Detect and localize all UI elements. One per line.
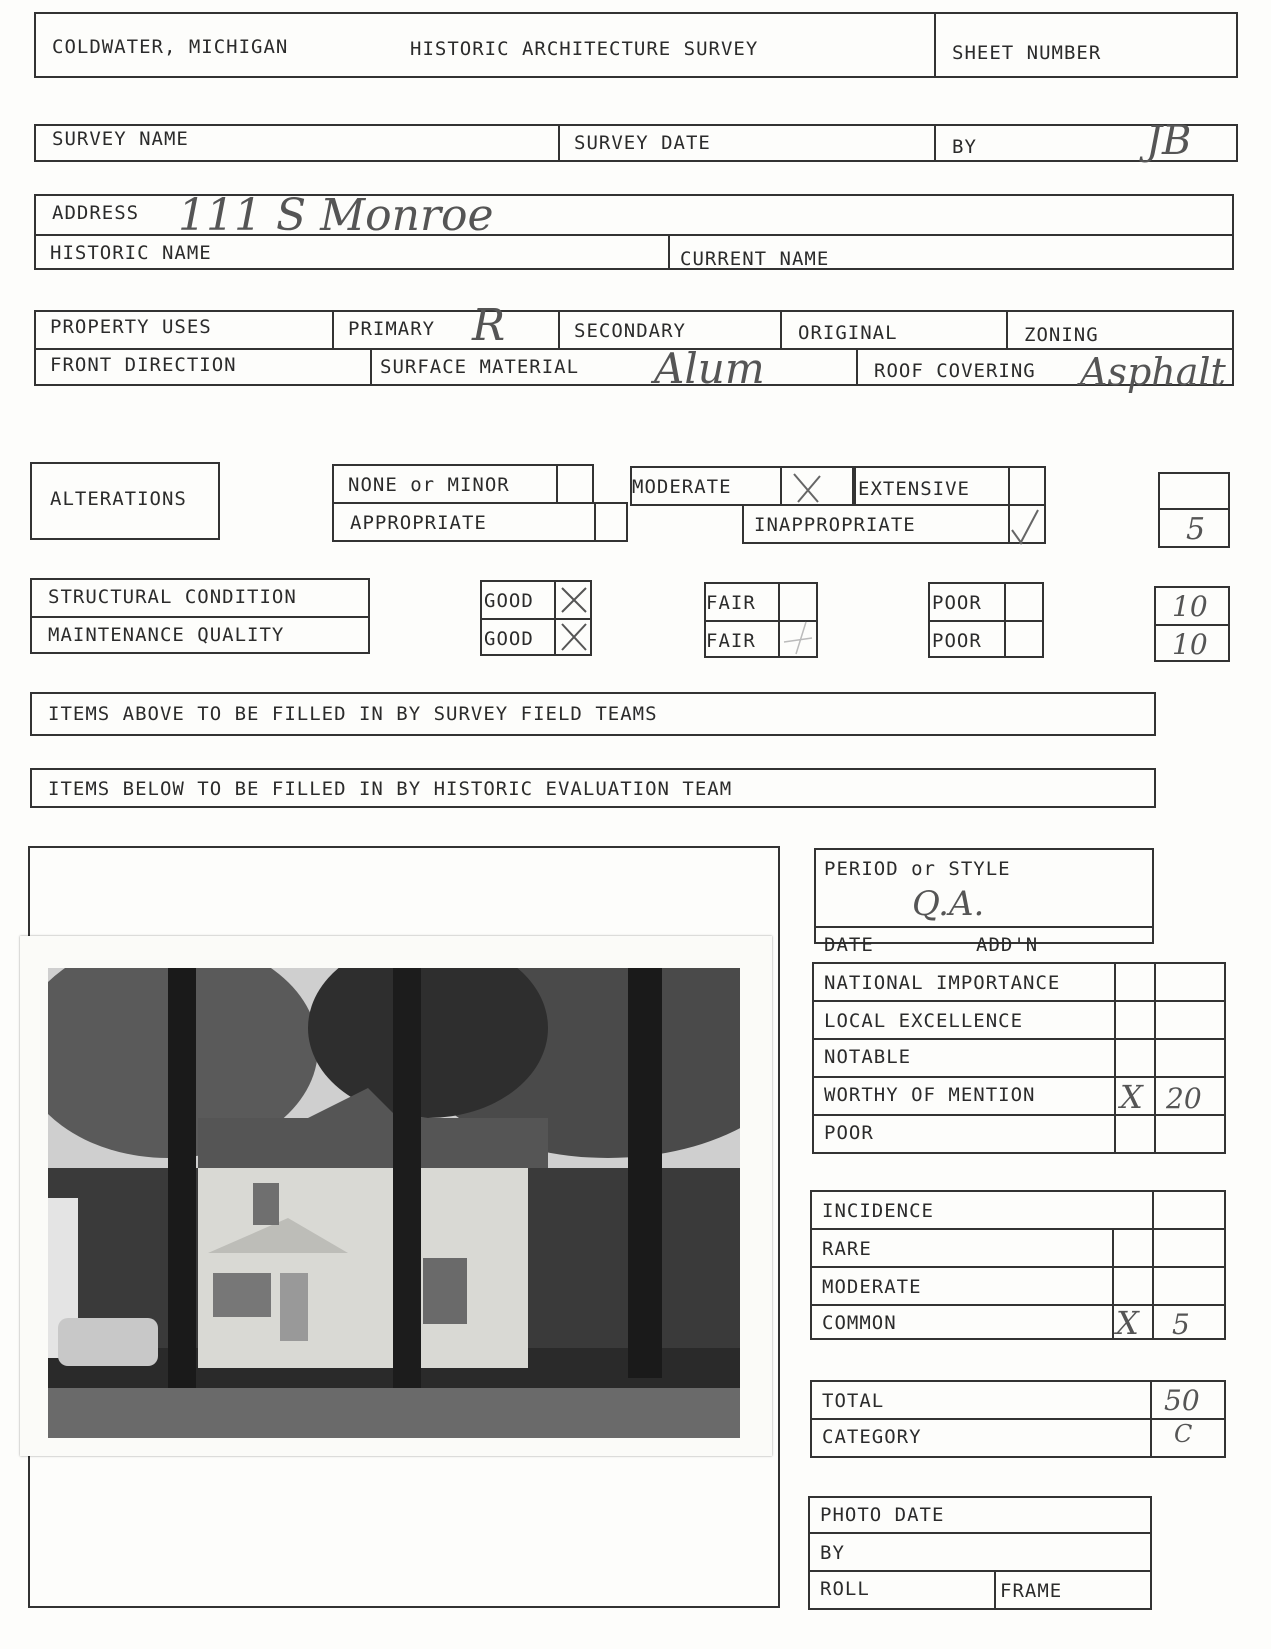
period-style-value: Q.A. (912, 884, 985, 924)
moderate-label: MODERATE (632, 476, 732, 498)
rare-label: RARE (822, 1238, 872, 1260)
property-divider-6 (856, 348, 858, 386)
photo-print (20, 936, 772, 1456)
primary-label: PRIMARY (348, 318, 436, 340)
date-label: DATE (824, 934, 874, 956)
maintenance-fair-faint-mark (780, 616, 816, 656)
extensive-checkcell (1008, 466, 1010, 506)
property-divider-2 (558, 310, 560, 348)
notable-label: NOTABLE (824, 1046, 912, 1068)
totals-divider-h (810, 1418, 1226, 1420)
importance-col-1 (1114, 962, 1116, 1154)
condition-score-divider (1154, 624, 1230, 626)
alterations-score: 5 (1186, 512, 1206, 547)
structural-good-label: GOOD (484, 590, 534, 612)
historic-name-label: HISTORIC NAME (50, 242, 212, 264)
frame-label: FRAME (1000, 1580, 1063, 1602)
incidence-moderate-label: MODERATE (822, 1276, 922, 1298)
maintenance-good-label: GOOD (484, 628, 534, 650)
addn-label: ADD'N (976, 934, 1039, 956)
survey-divider-2 (934, 124, 936, 162)
alterations-label: ALTERATIONS (50, 488, 187, 510)
none-minor-label: NONE or MINOR (348, 474, 510, 496)
local-excellence-label: LOCAL EXCELLENCE (824, 1010, 1024, 1032)
extensive-label: EXTENSIVE (858, 478, 970, 500)
good-divider-v (554, 580, 556, 656)
photo-date-label: PHOTO DATE (820, 1504, 945, 1526)
moderate-checkcell (780, 466, 782, 506)
structural-score: 10 (1172, 590, 1208, 623)
incidence-row-2 (810, 1266, 1226, 1268)
roll-label: ROLL (820, 1578, 870, 1600)
items-below-note: ITEMS BELOW TO BE FILLED IN BY HISTORIC EVALUATION TEAM (48, 778, 733, 800)
common-label: COMMON (822, 1312, 897, 1334)
header-city: COLDWATER, MICHIGAN (52, 36, 289, 58)
zoning-label: ZONING (1024, 324, 1099, 346)
primary-value: R (472, 300, 506, 351)
incidence-row-1 (810, 1228, 1226, 1230)
front-direction-label: FRONT DIRECTION (50, 354, 237, 376)
none-minor-checkcell (556, 464, 558, 504)
survey-by-label: BY (952, 136, 977, 158)
category-value: C (1174, 1420, 1193, 1448)
maintenance-poor-label: POOR (932, 630, 982, 652)
property-divider-3 (780, 310, 782, 348)
roof-covering-value: Asphalt (1080, 350, 1226, 394)
inappropriate-label: INAPPROPRIATE (754, 514, 916, 536)
current-name-label: CURRENT NAME (680, 248, 830, 270)
original-label: ORIGINAL (798, 322, 898, 344)
poor-divider-v (1004, 582, 1006, 658)
worthy-of-mention-mark: X (1120, 1078, 1143, 1116)
photo-info-col (994, 1570, 996, 1610)
importance-row-2 (812, 1038, 1226, 1040)
importance-row-4 (812, 1114, 1226, 1116)
importance-row-1 (812, 1000, 1226, 1002)
surface-material-label: SURFACE MATERIAL (380, 356, 580, 378)
address-value: 111 S Monroe (178, 190, 494, 241)
common-mark: X (1116, 1304, 1139, 1342)
moderate-check-mark (788, 468, 828, 508)
inappropriate-check-mark (1008, 506, 1044, 546)
totals-divider-v (1150, 1380, 1152, 1458)
property-divider-5 (370, 348, 372, 386)
structural-condition-label: STRUCTURAL CONDITION (48, 586, 297, 608)
photo-by-label: BY (820, 1542, 845, 1564)
survey-by-initials: JB (1146, 118, 1192, 164)
items-above-note: ITEMS ABOVE TO BE FILLED IN BY SURVEY FIELD TEAMS (48, 703, 658, 725)
category-label: CATEGORY (822, 1426, 922, 1448)
incidence-col-2 (1152, 1190, 1154, 1340)
survey-name-label: SURVEY NAME (52, 128, 189, 150)
property-divider-h (34, 348, 1234, 350)
secondary-label: SECONDARY (574, 320, 686, 342)
common-score: 5 (1172, 1308, 1190, 1341)
photo-info-row-2 (808, 1570, 1152, 1572)
maintenance-good-check (558, 620, 590, 654)
worthy-of-mention-score: 20 (1166, 1082, 1202, 1115)
period-divider (814, 926, 1154, 928)
maintenance-fair-label: FAIR (706, 630, 756, 652)
survey-divider-1 (558, 124, 560, 162)
appropriate-label: APPROPRIATE (350, 512, 487, 534)
total-label: TOTAL (822, 1390, 885, 1412)
period-style-label: PERIOD or STYLE (824, 858, 1011, 880)
property-uses-label: PROPERTY USES (50, 316, 212, 338)
surface-material-value: Alum (654, 344, 765, 393)
importance-col-2 (1154, 962, 1156, 1154)
importance-row-3 (812, 1076, 1226, 1078)
roof-covering-label: ROOF COVERING (874, 360, 1036, 382)
structural-poor-label: POOR (932, 592, 982, 614)
maintenance-score: 10 (1172, 628, 1208, 661)
national-importance-label: NATIONAL IMPORTANCE (824, 972, 1061, 994)
condition-label-divider (30, 616, 370, 618)
incidence-label: INCIDENCE (822, 1200, 934, 1222)
structural-good-check (558, 584, 590, 616)
survey-date-label: SURVEY DATE (574, 132, 711, 154)
appropriate-checkcell (594, 502, 596, 542)
header-divider (934, 12, 936, 78)
maintenance-quality-label: MAINTENANCE QUALITY (48, 624, 285, 646)
total-value: 50 (1164, 1384, 1200, 1417)
house-photo (48, 968, 740, 1438)
structural-fair-label: FAIR (706, 592, 756, 614)
poor-divider-h (928, 620, 1044, 622)
property-divider-1 (332, 310, 334, 348)
header-title: HISTORIC ARCHITECTURE SURVEY (410, 38, 759, 60)
incidence-col-1 (1112, 1228, 1114, 1340)
sheet-number-label: SHEET NUMBER (952, 42, 1102, 64)
evaluation-poor-label: POOR (824, 1122, 874, 1144)
address-label: ADDRESS (52, 202, 140, 224)
incidence-row-3 (810, 1304, 1226, 1306)
photo-info-row-1 (808, 1532, 1152, 1534)
address-divider-v (668, 234, 670, 270)
worthy-of-mention-label: WORTHY OF MENTION (824, 1084, 1036, 1106)
property-divider-4 (1006, 310, 1008, 348)
alterations-score-divider (1158, 508, 1230, 510)
